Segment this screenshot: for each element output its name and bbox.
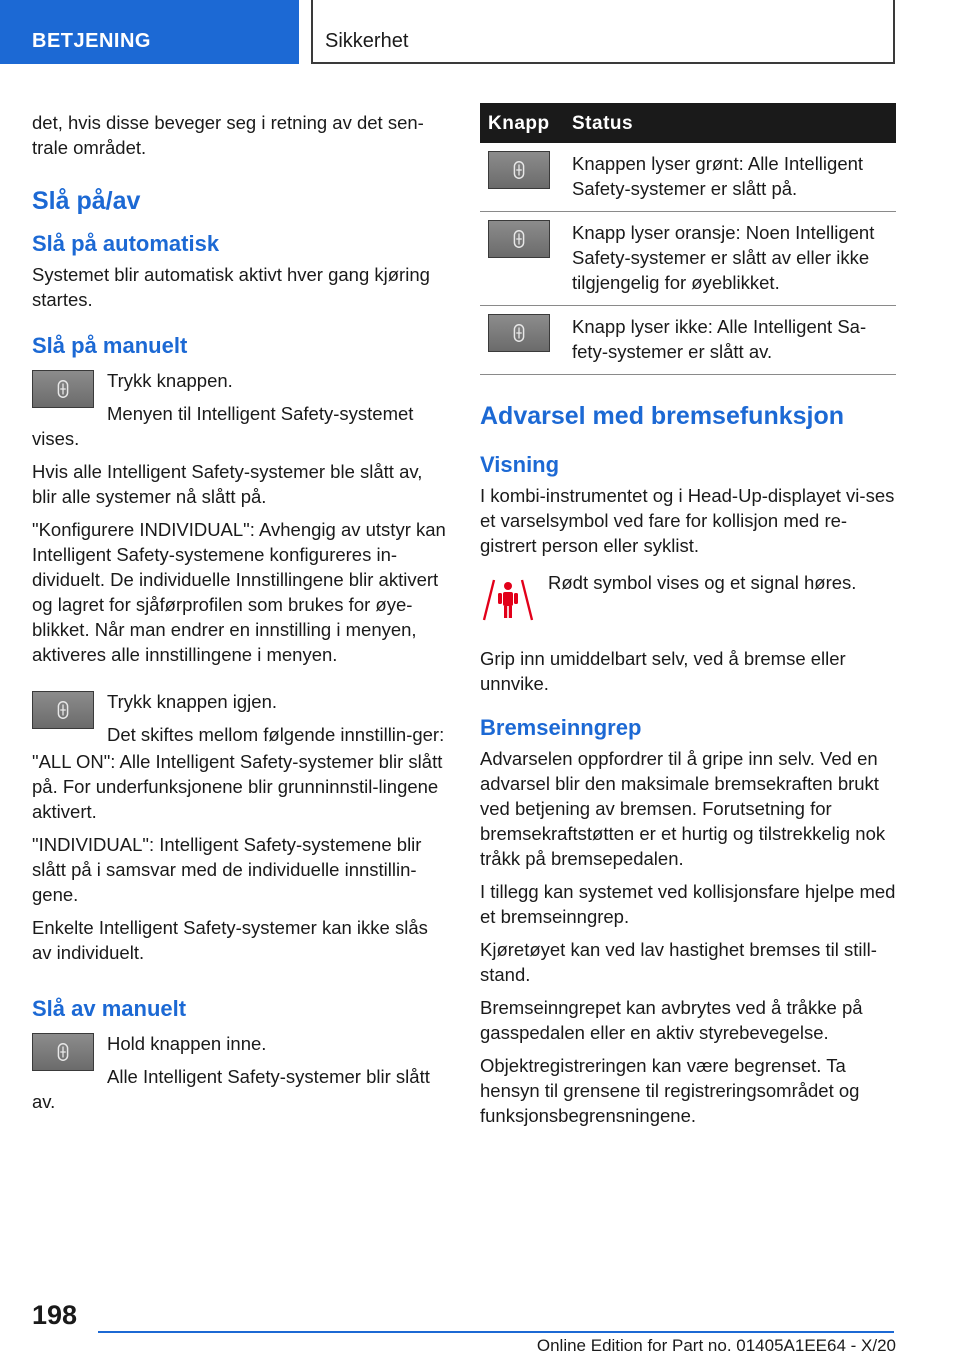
red-symbol-text: Rødt symbol vises og et signal høres. xyxy=(548,572,857,593)
header-status: Status xyxy=(564,103,896,143)
table-row xyxy=(480,306,896,375)
brake-text-1: Advarselen oppfordrer til å gripe inn selv. Ved en advarsel blir den maksimale bremsekraften brukt ved betjening av bremsen. Forutsetning for bremsekraftstøtten er et hurtig og tilstrekkelig nok tråkk på bremsepedalen. xyxy=(480,748,886,869)
pedestrian-warning-icon xyxy=(480,572,536,628)
individual-text: "INDIVIDUAL": Intelligent Safety-systemene blir slått på i samsvar med de individuelle innstillin-gene. xyxy=(32,834,422,905)
heading-auto-on: Slå på automatisk xyxy=(32,231,220,256)
intro-text: det, hvis disse beveger seg i retning av det sen-trale området. xyxy=(32,112,424,158)
heading-warning-brake: Advarsel med bremsefunksjon xyxy=(480,402,845,430)
heading-manual-off: Slå av manuelt xyxy=(32,996,187,1021)
brake-text-2: I tillegg kan systemet ved kollisjonsfare hjelpe med et bremseinngrep. xyxy=(480,881,896,927)
page-number: 198 xyxy=(32,1300,78,1330)
configure-text: "Konfigurere INDIVIDUAL": Avhengig av utstyr kan Intelligent Safety-systemene konfigureres in-dividuelt. De individuelle Innstillingene blir aktivert og lagret for sjåførprofilen som brukes for øye-blikket. Når man endrer en innstilling i menyen, aktiveres alle innstillingene i menyen. xyxy=(32,519,446,665)
table-row xyxy=(480,212,896,306)
display-text: I kombi-instrumentet og i Head-Up-displayet vi-ses et varselsymbol ved fare for kollisjon med re-gistrert person eller syklist. xyxy=(480,485,895,556)
button-status-table xyxy=(480,103,896,375)
red-symbol-row xyxy=(480,570,896,634)
hold-step xyxy=(32,1031,450,1114)
safety-button-icon xyxy=(32,1033,94,1071)
all-on-text: "ALL ON": Alle Intelligent Safety-systemer blir slått på. For underfunksjonene blir grunninnstil-lingene aktivert. xyxy=(32,751,443,822)
press-2-text: Trykk knappen igjen. xyxy=(107,691,278,712)
left-column xyxy=(32,110,450,1122)
header-button: Knapp xyxy=(480,103,564,143)
safety-button-icon xyxy=(32,370,94,408)
safety-button-icon xyxy=(488,151,550,189)
status-cell: Knapp lyser ikke: Alle Intelligent Sa-fety-systemer er slått av. xyxy=(564,306,896,375)
brake-text-5: Objektregistreringen kan være begrenset. Ta hensyn til grensene til registreringsområdet og funksjonsbegrensningene. xyxy=(480,1055,860,1126)
heading-on-off: Slå på/av xyxy=(32,187,141,215)
section-title: BETJENING xyxy=(32,30,151,52)
safety-button-icon xyxy=(488,314,550,352)
intervene-text: Grip inn umiddelbart selv, ved å bremse eller unnvike. xyxy=(480,648,846,694)
right-column xyxy=(480,103,896,1136)
press-2-result: Det skiftes mellom følgende innstillin-ger: xyxy=(107,724,445,745)
safety-button-icon xyxy=(488,220,550,258)
status-cell: Knappen lyser grønt: Alle Intelligent Safety-systemer er slått på. xyxy=(564,143,896,212)
table-row xyxy=(480,143,896,212)
some-systems-text: Enkelte Intelligent Safety-systemer kan ikke slås av individuelt. xyxy=(32,917,428,963)
brake-text-3: Kjøretøyet kan ved lav hastighet bremses til still-stand. xyxy=(480,939,877,985)
press-1-result: Menyen til Intelligent Safety-systemet vises. xyxy=(32,403,414,449)
chapter-tab xyxy=(311,0,895,64)
hold-result: Alle Intelligent Safety-systemer blir slått av. xyxy=(32,1066,430,1112)
auto-on-text: Systemet blir automatisk aktivt hver gang kjøring startes. xyxy=(32,264,430,310)
footer-divider xyxy=(98,1331,894,1333)
table-header-row xyxy=(480,103,896,143)
all-off-text: Hvis alle Intelligent Safety-systemer ble slått av, blir alle systemer nå slått på. xyxy=(32,461,423,507)
press-step-2 xyxy=(32,689,450,749)
chapter-title: Sikkerhet xyxy=(325,30,409,52)
safety-button-icon xyxy=(32,691,94,729)
status-cell: Knapp lyser oransje: Noen Intelligent Safety-systemer er slått av eller ikke tilgjengelig for øyeblikket. xyxy=(564,212,896,306)
edition-text: Online Edition for Part no. 01405A1EE64 - X/20 xyxy=(536,1336,896,1355)
heading-manual-on: Slå på manuelt xyxy=(32,333,188,358)
heading-display: Visning xyxy=(480,452,560,477)
heading-brake-intervention: Bremseinngrep xyxy=(480,715,642,740)
hold-text: Hold knappen inne. xyxy=(107,1033,267,1054)
press-1-text: Trykk knappen. xyxy=(107,370,233,391)
brake-text-4: Bremseinngrepet kan avbrytes ved å tråkke på gasspedalen eller en aktiv styrebevegelse. xyxy=(480,997,863,1043)
press-step-1 xyxy=(32,368,450,451)
section-tab xyxy=(0,0,299,64)
